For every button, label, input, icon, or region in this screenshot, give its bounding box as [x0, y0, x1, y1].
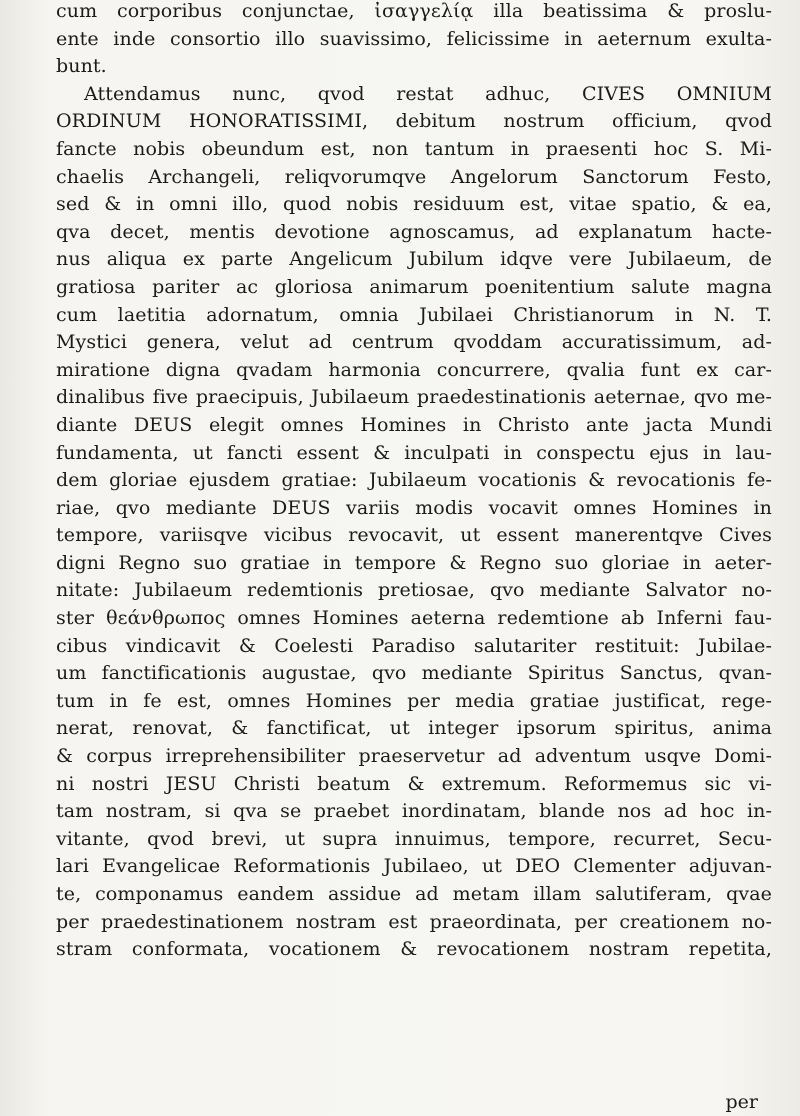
text-line: gratiosa pariter ac gloriosa animarum poenitentium salute magna: [56, 275, 772, 298]
text-line: fundamenta, ut fancti essent & inculpati in conspectu ejus in lau-: [56, 441, 772, 464]
text-line: sed & in omni illo, quod nobis residuum est, vitae spatio, & ea,: [56, 193, 772, 216]
text-line: fancte nobis obeundum est, non tantum in praesenti hoc S. Mi-: [56, 137, 772, 160]
text-line: riae, qvo mediante DEUS variis modis vocavit omnes Homines in: [56, 496, 772, 519]
text-line: chaelis Archangeli, reliqvorumqve Angelorum Sanctorum Festo,: [56, 165, 772, 188]
text-line: vitante, qvod brevi, ut supra innuimus, tempore, recurret, Secu-: [56, 827, 772, 850]
text-line: diante DEUS elegit omnes Homines in Christo ante jacta Mundi: [56, 413, 772, 436]
catchword: per: [725, 1091, 758, 1113]
text-line: qva decet, mentis devotione agnoscamus, ad explanatum hacte-: [56, 220, 772, 243]
text-line: cum laetitia adornatum, omnia Jubilaei Christianorum in N. T.: [56, 303, 772, 326]
text-line: bunt.: [56, 55, 107, 78]
text-line: tum in fe est, omnes Homines per media gratiae justificat, rege-: [56, 689, 772, 712]
text-line: te, componamus eandem assidue ad metam illam salutiferam, qvae: [56, 883, 772, 905]
body-text: [56, 0, 772, 964]
text-line: tempore, variisqve vicibus revocavit, ut essent manerentqve Cives: [56, 524, 772, 547]
text-line: um fanctificationis augustae, qvo mediante Spiritus Sanctus, qvan-: [56, 662, 772, 685]
text-line: cum corporibus conjunctae, ἰσαγγελίᾳ illa beatissima & proslu-: [56, 0, 772, 22]
text-line: ORDINUM HONORATISSIMI, debitum nostrum officium, qvod: [56, 110, 772, 133]
text-line: digni Regno suo gratiae in tempore & Regno suo gloriae in aeter-: [56, 551, 772, 574]
text-line: stram conformata, vocationem & revocationem nostram repetita,: [56, 938, 772, 961]
text-line: cibus vindicavit & Coelesti Paradiso salutariter restituit: Jubilae-: [56, 634, 772, 657]
text-line: dinalibus five praecipuis, Jubilaeum praedestinationis aeternae, qvo me-: [56, 386, 772, 409]
text-line: nus aliqua ex parte Angelicum Jubilum idqve vere Jubilaeum, de: [56, 248, 772, 271]
text-line: Mystici genera, velut ad centrum qvoddam accuratissimum, ad-: [56, 331, 772, 354]
text-line: ente inde consortio illo suavissimo, felicissime in aeternum exulta-: [56, 27, 772, 50]
text-line: per praedestinationem nostram est praeordinata, per creationem no-: [56, 910, 772, 933]
text-line: ster θεάνθρωπος omnes Homines aeterna redemtione ab Inferni fau-: [56, 607, 772, 630]
text-line: Attendamus nunc, qvod restat adhuc, CIVES OMNIUM: [84, 82, 772, 105]
text-line: dem gloriae ejusdem gratiae: Jubilaeum vocationis & revocationis fe-: [56, 469, 772, 492]
text-line: ni nostri JESU Christi beatum & extremum. Reformemus sic vi-: [56, 772, 772, 795]
text-line: nerat, renovat, & fanctificat, ut integer ipsorum spiritus, anima: [56, 717, 772, 740]
text-line: tam nostram, si qva se praebet inordinatam, blande nos ad hoc in-: [56, 800, 772, 823]
text-line: nitate: Jubilaeum redemtionis pretiosae, qvo mediante Salvator no-: [56, 579, 772, 602]
text-line: lari Evangelicae Reformationis Jubilaeo, ut DEO Clementer adjuvan-: [56, 855, 772, 878]
text-line: & corpus irreprehensibiliter praeservetur ad adventum usqve Domi-: [56, 745, 772, 768]
text-line: miratione digna qvadam harmonia concurrere, qvalia funt ex car-: [56, 358, 772, 381]
